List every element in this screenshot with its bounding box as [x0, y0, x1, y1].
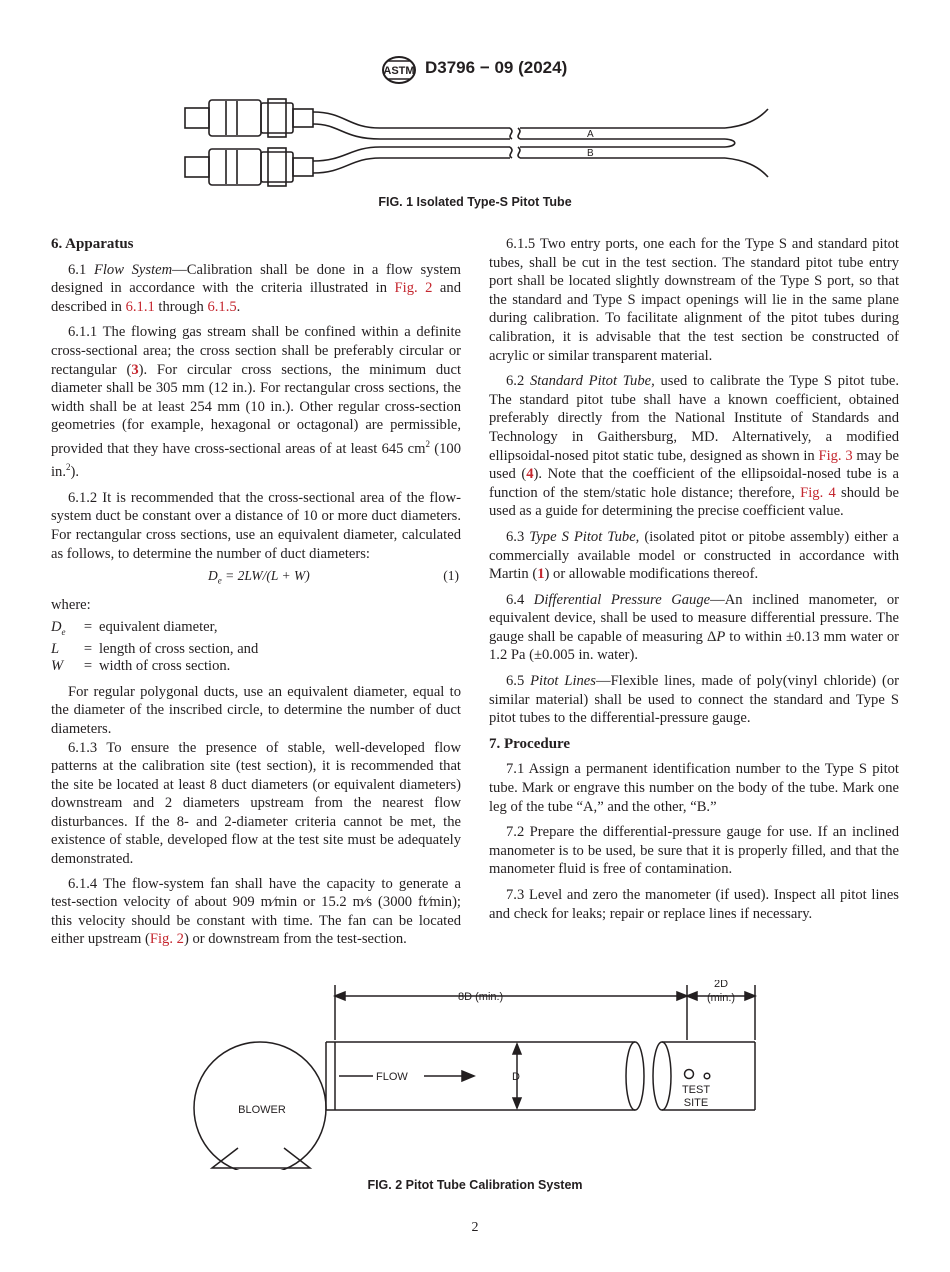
fig-3-link[interactable]: Fig. 3: [818, 447, 853, 464]
document-designation: D3796 − 09 (2024): [425, 58, 568, 77]
paragraph-6-5: 6.5 Pitot Lines—Flexible lines, made of poly(vinyl chloride) (or similar material) shall be used to connect the standard and Type S pitot tubes to the differential-pressure gauge.: [489, 673, 900, 727]
blower-label: BLOWER: [238, 1104, 286, 1116]
definition-row: W = width of cross section.: [51, 657, 231, 674]
section-6-1-1-link[interactable]: 6.1.1: [125, 298, 155, 315]
test-site-label-2: SITE: [683, 1097, 709, 1109]
paragraph-7-2: 7.2 Prepare the differential-pressure gauge for use. If an inclined manometer is to be used, be sure that it is properly filled, and that the manometer fluid is free of contamination.: [489, 824, 899, 878]
paragraph-6-1-4: 6.1.4 The flow-system fan shall have the capacity to generate a test-section velocity of about 909 m⁄min or 15.2 m⁄s (3000 ft⁄min); this velocity should be constant with time. The fan can be located either upstream (Fig. 2) or downstream from the test-section.: [51, 875, 461, 948]
page-number: 2: [471, 1220, 479, 1235]
paragraph-7-1: 7.1 Assign a permanent identification number to the Type S pitot tube. Mark or engrave this number on the body of the tube. Mark one leg of the tube “A,” and the other, “B.”: [489, 761, 899, 815]
paragraph-polygonal: For regular polygonal ducts, use an equivalent diameter, equal to the diameter of the inscribed circle, to determine the number of duct diameters.: [51, 683, 461, 737]
flow-label: FLOW: [376, 1071, 408, 1083]
section-6-heading: 6. Apparatus: [51, 236, 134, 252]
figure-2-caption: FIG. 2 Pitot Tube Calibration System: [367, 1178, 583, 1192]
variable-definitions: [51, 619, 258, 675]
dimension-2d-min-label: (min.): [706, 992, 736, 1004]
dimension-2d-label: 2D: [713, 980, 729, 990]
paragraph-6-1: 6.1 Flow System—Calibration shall be done in a flow system designed in accordance with the criteria illustrated in Fig. 2 and described in 6.1.1 through 6.1.5.: [51, 261, 462, 315]
paragraph-6-2: 6.2 Standard Pitot Tube, used to calibrate the Type S pitot tube. The standard pitot tube shall have a known coefficient, obtained preferably directly from the National Institute of Standards and Technology in Gaithersburg, MD. Alternatively, a modified ellipsoidal-nosed pitot static tube, designed as shown in Fig. 3 may be used (4). Note that the coefficient of the ellipsoidal-nosed tube is a function of the stem/static hole distance; therefore, Fig. 4 should be used as a guide for determining the precise coefficient value.: [489, 373, 900, 520]
paragraph-7-3: 7.3 Level and zero the manometer (if used). Inspect all pitot lines and check for leaks; repair or replace lines if necessary.: [489, 887, 899, 922]
reference-3-link[interactable]: 3: [131, 361, 139, 378]
paragraph-6-4: 6.4 Differential Pressure Gauge—An inclined manometer, or equivalent device, shall be used to measure differential pressure. The gauge shall be capable of measuring ΔP to within ±0.13 mm water or 1.2 Pa (±0.005 in. water).: [489, 591, 900, 664]
fig-4-link[interactable]: Fig. 4: [800, 484, 836, 501]
paragraph-6-1-3: 6.1.3 To ensure the presence of stable, well-developed flow patterns at the calibration site (test section), it is recommended that the site be located at least 8 duct diameters (or equivalent diameters) downstream and 2 diameters upstream from the nearest flow disturbances. If the 8- and 2-diameter criteria cannot be met, the existence of stable, developed flow at the test site must be adequately demonstrated.: [51, 739, 461, 868]
test-site-label: TEST: [681, 1084, 711, 1096]
tube-label-a: A: [587, 129, 594, 140]
left-column: [51, 235, 461, 956]
definition-row: $D_e$ = equivalent diameter,: [51, 618, 218, 637]
equation-1: [51, 566, 461, 588]
where-label: where:: [51, 597, 91, 614]
section-7-heading: 7. Procedure: [489, 735, 571, 752]
figure-1-caption: FIG. 1 Isolated Type-S Pitot Tube: [378, 195, 572, 209]
equation-number: (1): [443, 568, 459, 584]
astm-logo-icon: [381, 55, 417, 85]
dimension-8d-label: 8D (min.): [458, 991, 504, 1003]
fig-2-link[interactable]: Fig. 2: [394, 280, 433, 297]
tube-label-b: B: [587, 148, 594, 159]
paragraph-6-1-1: 6.1.1 The flowing gas stream shall be confined within a definite cross-sectional area; the cross section shall be preferably circular or rectangular (3). For circular cross sections, the minimum duct diameter shall be 305 mm (12 in.). For rectangular cross sections, the width shall be at least 254 mm (10 in.). Other regular cross-section geometries (for example, hexagonal or octagonal) are permissible, provided that they have cross-sectional areas of at least 645 $cm^2$ (100 in.$^2$).: [51, 324, 462, 481]
figure-1-pitot-tube-drawing: [180, 95, 770, 190]
definition-row: L = length of cross section, and: [51, 640, 259, 657]
section-6-1-5-link[interactable]: 6.1.5: [207, 298, 237, 315]
svg-text:ASTM: ASTM: [383, 65, 415, 77]
figure-2-calibration-system-drawing: [190, 980, 770, 1170]
reference-1-link[interactable]: 1: [537, 566, 545, 583]
reference-4-link[interactable]: 4: [526, 466, 534, 483]
paragraph-6-1-5: 6.1.5 Two entry ports, one each for the Type S and standard pitot tubes, shall be cut in the test section. The standard pitot tube entry port shall be located slightly downstream of the Type S port, so that the standard and Type S impact openings will lie in the same plane during calibration. To facilitate alignment of the pitot tubes during calibration, it is advisable that the test section be constructed of acrylic or similar transparent material.: [489, 236, 899, 364]
paragraph-6-1-2: 6.1.2 It is recommended that the cross-sectional area of the flow-system duct be constant over a distance of 10 or more duct diameters. For rectangular cross sections, use an equivalent diameter, calculated as follows, to determine the number of duct diameters:: [51, 489, 461, 562]
equation-formula: $D_e = 2LW/(L + W)$: [208, 568, 310, 586]
paragraph-6-3: 6.3 Type S Pitot Tube, (isolated pitot or pitobe assembly) either a commercially available model or constructed in accordance with Martin (1) or allowable modifications thereof.: [489, 528, 899, 583]
right-column: [489, 235, 899, 930]
fig-2-link[interactable]: Fig. 2: [149, 931, 184, 948]
page-header: [0, 55, 950, 85]
diameter-label: D: [512, 1071, 520, 1083]
